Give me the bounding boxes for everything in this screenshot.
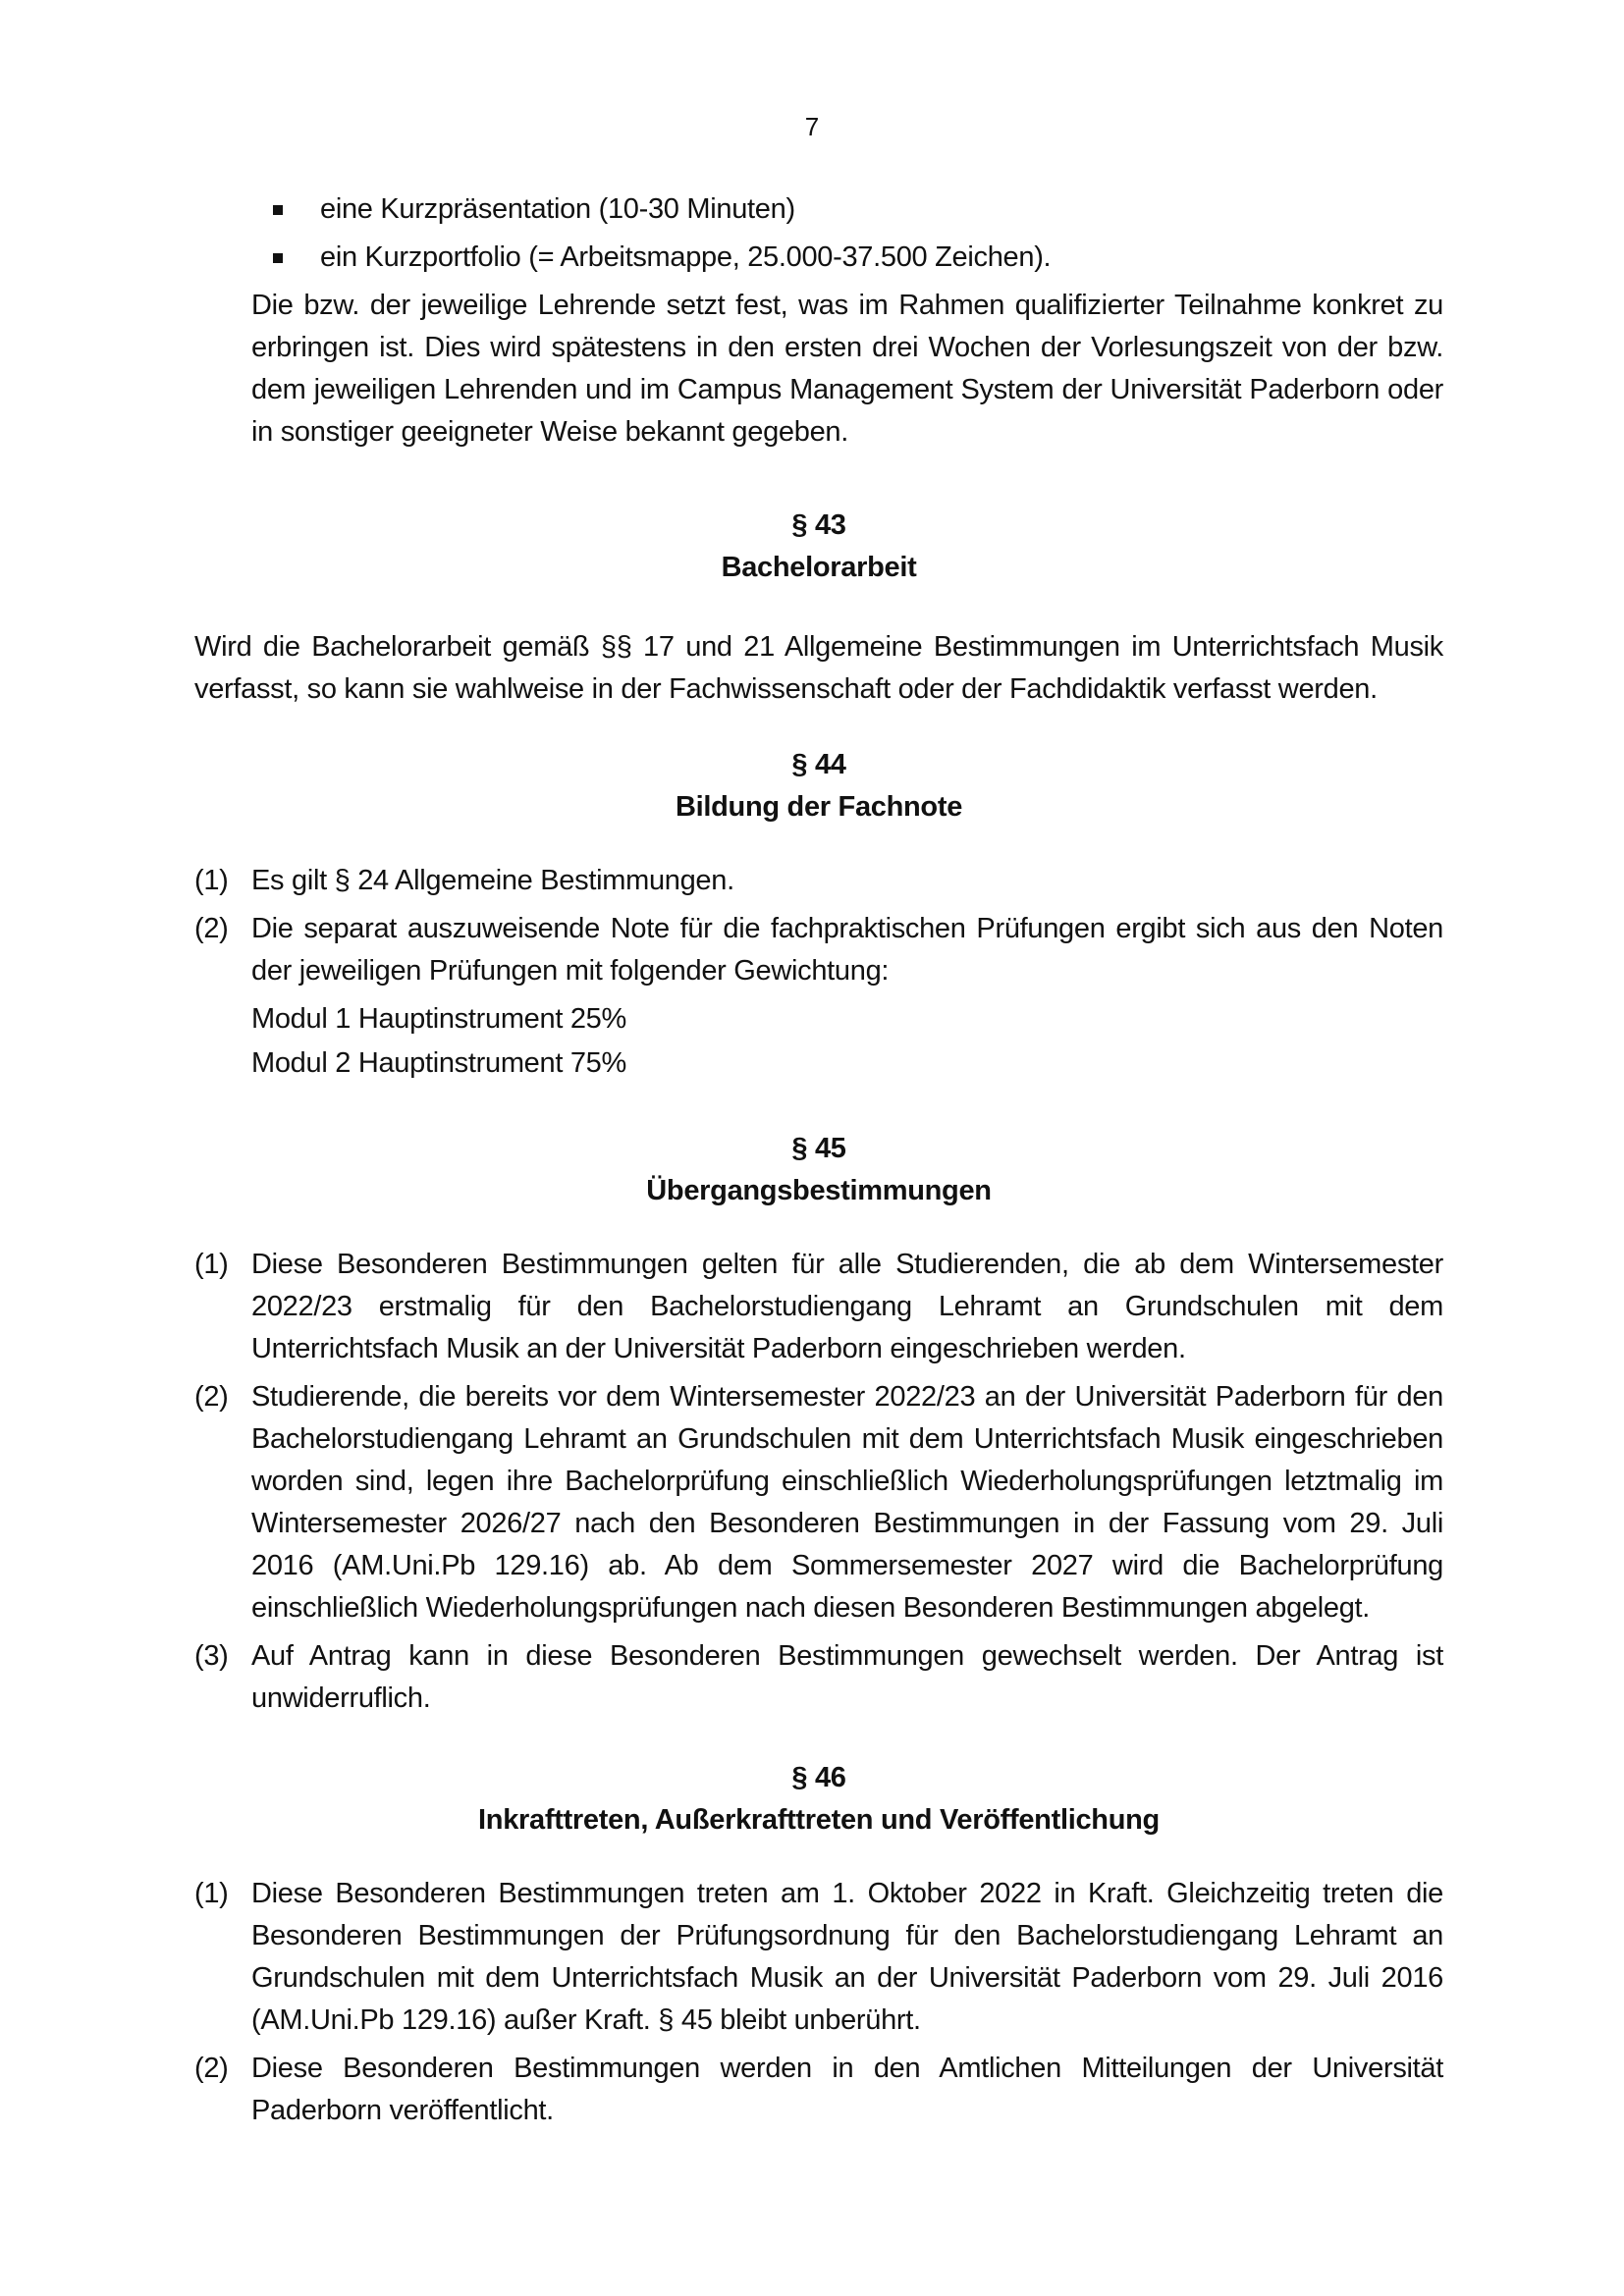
section-number: § 43 [791,509,846,541]
section-44-heading [194,744,1443,828]
item-number: (1) [194,865,229,896]
item-number: (2) [194,1381,229,1413]
section-45-heading [194,1128,1443,1212]
numbered-item [194,860,1443,902]
weight-line: Modul 1 Hauptinstrument 25% [251,1003,626,1035]
numbered-item [194,1635,1443,1720]
section-46-list [194,1873,1443,2132]
numbered-item [194,2048,1443,2132]
weight-line: Modul 2 Hauptinstrument 75% [251,1047,626,1079]
section-title: Übergangsbestimmungen [646,1175,992,1206]
section-45-list [194,1244,1443,1720]
bullet-square-icon [273,253,283,263]
numbered-item [194,1244,1443,1370]
bullet-text: eine Kurzpräsentation (10-30 Minuten) [320,193,795,225]
section-43-heading [194,505,1443,589]
page-number: 7 [804,112,820,141]
section-number: § 44 [791,749,846,780]
item-number: (1) [194,1878,229,1909]
item-text: Studierende, die bereits vor dem Wintersemester 2022/23 an der Universität Paderborn für den Bachelorstudiengang Lehramt an Grundschulen mit dem Unterrichtsfach Musik eingeschrieben worden sind, legen ihre Bachelorprüfung einschließlich Wiederholungsprüfungen letztmalig im Wintersemester 2026/27 nach den Besonderen Bestimmungen in der Fassung vom 29. Juli 2016 (AM.Uni.Pb 129.16) ab. Ab dem Sommersemester 2027 wird die Bachelorprüfung einschließlich Wiederholungsprüfungen nach diesen Besonderen Bestimmungen abgelegt. [251,1381,1443,1624]
section-46-heading [194,1757,1443,1842]
section-title: Bildung der Fachnote [675,791,963,823]
numbered-item [194,1873,1443,2042]
section-number: § 46 [791,1762,846,1793]
item-text: Die separat auszuweisende Note für die fachpraktischen Prüfungen ergibt sich aus den Noten der jeweiligen Prüfungen mit folgender Gewichtung: [251,913,1443,987]
numbered-item [194,1376,1443,1629]
item-text: Diese Besonderen Bestimmungen treten am 1. Oktober 2022 in Kraft. Gleichzeitig treten die Besonderen Bestimmungen der Prüfungsordnung für den Bachelorstudiengang Lehramt an Grundschulen mit dem Unterrichtsfach Musik an der Universität Paderborn vom 29. Juli 2016 (AM.Uni.Pb 129.16) außer Kraft. § 45 bleibt unberührt. [251,1878,1443,2036]
item-number: (1) [194,1249,229,1280]
section-title: Inkrafttreten, Außerkrafttreten und Veröffentlichung [478,1804,1160,1836]
bullet-list [194,188,1443,285]
page-content [194,188,1443,2138]
item-text: Auf Antrag kann in diese Besonderen Bestimmungen gewechselt werden. Der Antrag ist unwiderruflich. [251,1640,1443,1714]
section-number: § 45 [791,1133,846,1164]
list-item [194,188,1443,237]
numbered-item [194,908,1443,992]
item-text: Diese Besonderen Bestimmungen werden in den Amtlichen Mitteilungen der Universität Paderborn veröffentlicht. [251,2053,1443,2126]
section-43-text: Wird die Bachelorarbeit gemäß §§ 17 und 21 Allgemeine Bestimmungen im Unterrichtsfach Musik verfasst, so kann sie wahlweise in der Fachwissenschaft oder der Fachdidaktik verfasst werden. [194,631,1443,705]
item-text: Diese Besonderen Bestimmungen gelten für alle Studierenden, die ab dem Wintersemester 2022/23 erstmalig für den Bachelorstudiengang Lehramt an Grundschulen mit dem Unterrichtsfach Musik an der Universität Paderborn eingeschrieben werden. [251,1249,1443,1364]
item-number: (3) [194,1640,229,1672]
item-number: (2) [194,913,229,944]
bullet-text: ein Kurzportfolio (= Arbeitsmappe, 25.000-37.500 Zeichen). [320,241,1052,273]
intro-paragraph: Die bzw. der jeweilige Lehrende setzt fest, was im Rahmen qualifizierter Teilnahme konkret zu erbringen ist. Dies wird spätestens in den ersten drei Wochen der Vorlesungszeit von der bzw. dem jeweiligen Lehrenden und im Campus Management System der Universität Paderborn oder in sonstiger geeigneter Weise bekannt gegeben. [251,290,1443,448]
section-title: Bachelorarbeit [721,552,917,583]
section-44-list [194,860,1443,1085]
item-number: (2) [194,2053,229,2084]
bullet-square-icon [273,205,283,215]
list-item [194,237,1443,285]
item-text: Es gilt § 24 Allgemeine Bestimmungen. [251,865,734,896]
